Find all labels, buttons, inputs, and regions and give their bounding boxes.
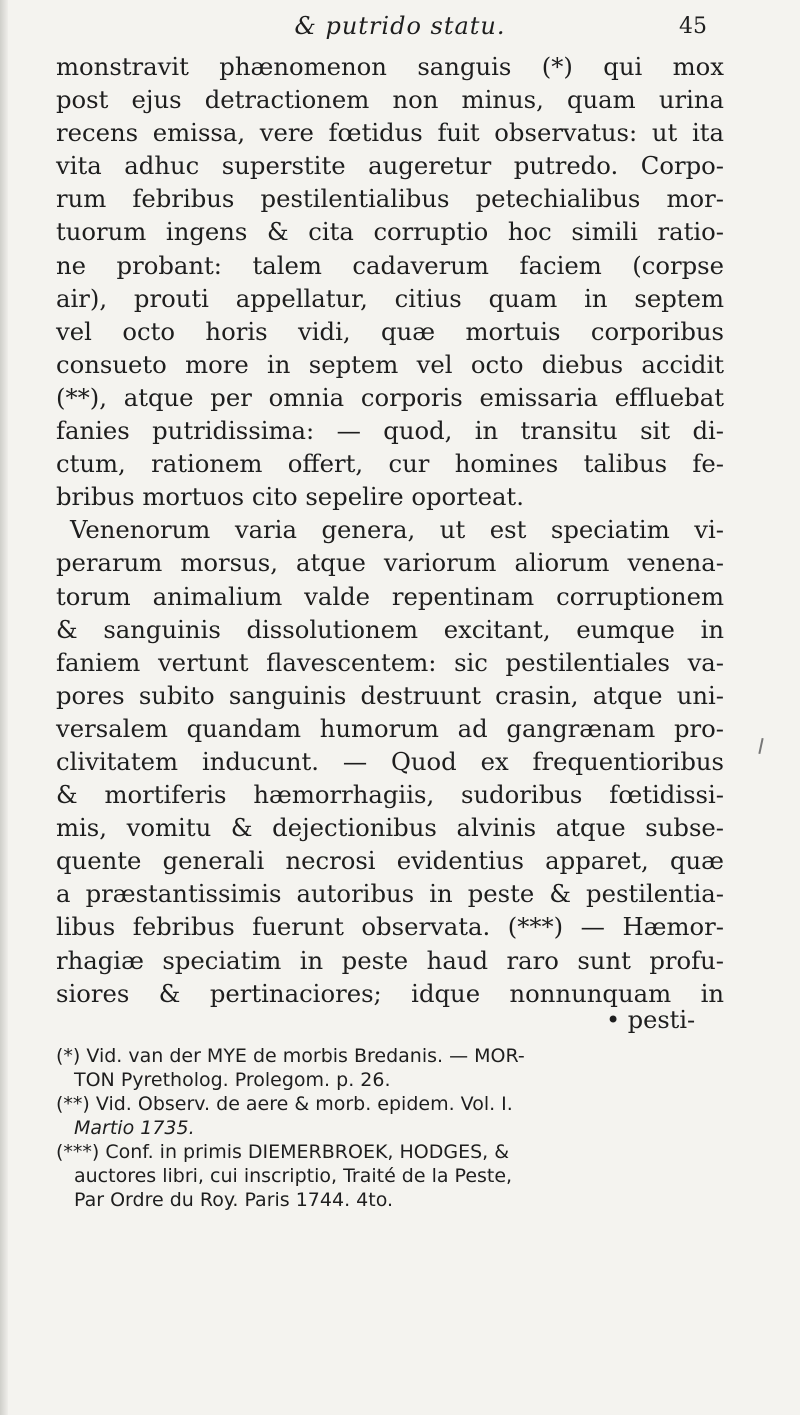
text-line: rhagiæ speciatim in peste haud raro sunt profu- bbox=[56, 945, 724, 975]
text-line: (**), atque per omnia corporis emissaria effluebat bbox=[56, 382, 724, 412]
footnote-line: Martio 1735. bbox=[74, 1117, 195, 1139]
footnote-line: (**) Vid. Observ. de aere & morb. epidem. Vol. I. bbox=[56, 1093, 513, 1115]
footnote-line: (***) Conf. in primis DIEMERBROEK, HODGES, & bbox=[56, 1141, 510, 1163]
text-line: consueto more in septem vel octo diebus accidit bbox=[56, 349, 724, 379]
main-text-block bbox=[56, 50, 724, 1010]
text-line: pores subito sanguinis destruunt crasin, atque uni- bbox=[56, 680, 724, 710]
page-header bbox=[0, 8, 800, 48]
text-line: quente generali necrosi evidentius apparet, quæ bbox=[56, 846, 724, 876]
text-line: & mortiferis hæmorrhagiis, sudoribus fœtidissi- bbox=[56, 780, 724, 810]
page-gutter-shadow bbox=[0, 0, 8, 1415]
text-line: a præstantissimis autoribus in peste & pestilentia- bbox=[56, 879, 724, 909]
text-line: perarum morsus, atque variorum aliorum venena- bbox=[56, 548, 724, 578]
text-line: fanies putridissima: — quod, in transitu sit di- bbox=[56, 416, 724, 446]
text-line: torum animalium valde repentinam corruptionem bbox=[56, 581, 724, 611]
text-line: bribus mortuos cito sepelire oporteat. bbox=[56, 482, 524, 512]
text-line: mis, vomitu & dejectionibus alvinis atque subse- bbox=[56, 813, 724, 843]
text-line: ctum, rationem offert, cur homines talibus fe- bbox=[56, 449, 724, 479]
text-line: recens emissa, vere fœtidus fuit observatus: ut ita bbox=[56, 118, 724, 148]
footnote-line: (*) Vid. van der MYE de morbis Bredanis. — MOR- bbox=[56, 1045, 525, 1067]
text-line: Venenorum varia genera, ut est speciatim vi- bbox=[70, 515, 724, 545]
running-head: & putrido statu. bbox=[294, 12, 506, 40]
text-line: faniem vertunt flavescentem: sic pestilentiales va- bbox=[56, 647, 724, 677]
footnote-line: TON Pyretholog. Prolegom. p. 26. bbox=[74, 1069, 391, 1091]
text-line: & sanguinis dissolutionem excitant, eumque in bbox=[56, 614, 724, 644]
text-line: siores & pertinaciores; idque nonnunquam in bbox=[56, 978, 724, 1008]
footnote-line: auctores libri, cui inscriptio, Traité de la Peste, bbox=[74, 1165, 513, 1187]
text-line: post ejus detractionem non minus, quam urina bbox=[56, 85, 724, 115]
catchword: • pesti- bbox=[606, 1006, 696, 1034]
text-line: tuorum ingens & cita corruptio hoc simili ratio- bbox=[56, 217, 724, 247]
text-line: monstravit phænomenon sanguis (*) qui mox bbox=[56, 52, 724, 81]
text-line: ne probant: talem cadaverum faciem (corpse bbox=[56, 250, 724, 280]
footnotes bbox=[56, 1044, 726, 1212]
text-line: libus febribus fuerunt observata. (***) — Hæmor- bbox=[56, 912, 724, 942]
page-number: 45 bbox=[679, 14, 707, 39]
text-line: air), prouti appellatur, citius quam in septem bbox=[56, 283, 724, 313]
text-line: vita adhuc superstite augeretur putredo. Corpo- bbox=[56, 151, 724, 181]
text-line: clivitatem inducunt. — Quod ex frequentioribus bbox=[56, 746, 724, 776]
margin-pencil-mark bbox=[758, 738, 763, 754]
text-line: vel octo horis vidi, quæ mortuis corporibus bbox=[56, 316, 724, 346]
text-line: rum febribus pestilentialibus petechialibus mor- bbox=[56, 184, 724, 214]
text-line: versalem quandam humorum ad gangrænam pro- bbox=[56, 713, 724, 743]
footnote-line: Par Ordre du Roy. Paris 1744. 4to. bbox=[74, 1189, 394, 1211]
